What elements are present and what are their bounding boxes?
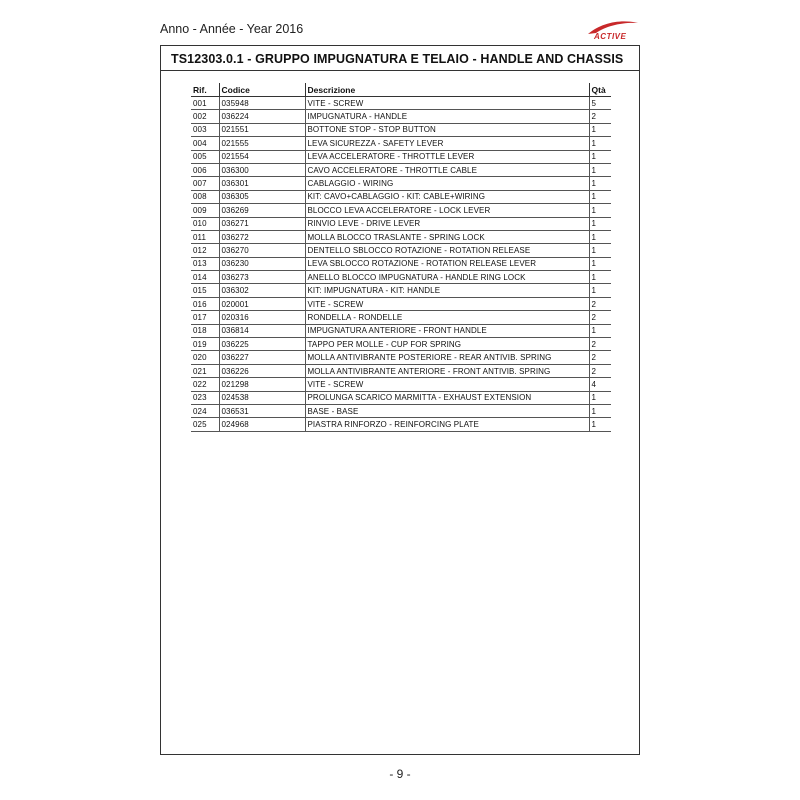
ref-cell: 020 <box>191 351 219 364</box>
code-cell: 036270 <box>219 244 305 257</box>
ref-cell: 023 <box>191 391 219 404</box>
qty-cell: 2 <box>589 297 611 310</box>
description-cell: VITE - SCREW <box>305 378 589 391</box>
table-row <box>191 177 611 190</box>
code-cell: 036271 <box>219 217 305 230</box>
table-row <box>191 217 611 230</box>
code-cell: 036531 <box>219 404 305 417</box>
ref-cell: 017 <box>191 311 219 324</box>
ref-cell: 022 <box>191 378 219 391</box>
code-cell: 036302 <box>219 284 305 297</box>
table-row <box>191 404 611 417</box>
ref-cell: 025 <box>191 418 219 431</box>
code-cell: 036230 <box>219 257 305 270</box>
qty-cell: 1 <box>589 204 611 217</box>
table-row <box>191 97 611 110</box>
code-cell: 036814 <box>219 324 305 337</box>
code-cell: 036273 <box>219 271 305 284</box>
ref-cell: 006 <box>191 163 219 176</box>
ref-cell: 007 <box>191 177 219 190</box>
description-cell: RINVIO LEVE - DRIVE LEVER <box>305 217 589 230</box>
table-row <box>191 230 611 243</box>
active-logo <box>574 20 640 42</box>
parts-table-body <box>191 97 611 432</box>
qty-cell: 2 <box>589 110 611 123</box>
description-cell: LEVA SBLOCCO ROTAZIONE - ROTATION RELEASE LEVER <box>305 257 589 270</box>
code-cell: 035948 <box>219 97 305 110</box>
qty-cell: 1 <box>589 244 611 257</box>
table-row <box>191 311 611 324</box>
logo-text: ACTIVE <box>594 32 627 41</box>
ref-cell: 011 <box>191 230 219 243</box>
ref-cell: 003 <box>191 123 219 136</box>
page-number: - 9 - <box>389 767 411 781</box>
code-cell: 024538 <box>219 391 305 404</box>
qty-cell: 2 <box>589 351 611 364</box>
description-cell: KIT: CAVO+CABLAGGIO - KIT: CABLE+WIRING <box>305 190 589 203</box>
qty-cell: 1 <box>589 230 611 243</box>
description-cell: VITE - SCREW <box>305 97 589 110</box>
description-cell: PROLUNGA SCARICO MARMITTA - EXHAUST EXTENSION <box>305 391 589 404</box>
code-cell: 024968 <box>219 418 305 431</box>
code-cell: 021551 <box>219 123 305 136</box>
table-row <box>191 110 611 123</box>
qty-cell: 1 <box>589 271 611 284</box>
description-cell: PIASTRA RINFORZO - REINFORCING PLATE <box>305 418 589 431</box>
code-cell: 036272 <box>219 230 305 243</box>
qty-cell: 1 <box>589 123 611 136</box>
column-header-description: Descrizione <box>305 83 589 97</box>
qty-cell: 1 <box>589 137 611 150</box>
ref-cell: 001 <box>191 97 219 110</box>
description-cell: MOLLA BLOCCO TRASLANTE - SPRING LOCK <box>305 230 589 243</box>
table-row <box>191 418 611 431</box>
qty-cell: 4 <box>589 378 611 391</box>
code-cell: 020316 <box>219 311 305 324</box>
qty-cell: 1 <box>589 391 611 404</box>
code-cell: 036224 <box>219 110 305 123</box>
qty-cell: 1 <box>589 404 611 417</box>
table-row <box>191 257 611 270</box>
column-header-code: Codice <box>219 83 305 97</box>
table-row <box>191 351 611 364</box>
ref-cell: 013 <box>191 257 219 270</box>
description-cell: LEVA SICUREZZA - SAFETY LEVER <box>305 137 589 150</box>
table-row <box>191 324 611 337</box>
code-cell: 036226 <box>219 364 305 377</box>
description-cell: LEVA ACCELERATORE - THROTTLE LEVER <box>305 150 589 163</box>
table-row <box>191 364 611 377</box>
table-row <box>191 137 611 150</box>
qty-cell: 1 <box>589 418 611 431</box>
table-row <box>191 204 611 217</box>
description-cell: VITE - SCREW <box>305 297 589 310</box>
title-bar <box>161 46 639 71</box>
ref-cell: 002 <box>191 110 219 123</box>
code-cell: 021554 <box>219 150 305 163</box>
description-cell: IMPUGNATURA ANTERIORE - FRONT HANDLE <box>305 324 589 337</box>
ref-cell: 016 <box>191 297 219 310</box>
description-cell: RONDELLA - RONDELLE <box>305 311 589 324</box>
qty-cell: 1 <box>589 284 611 297</box>
table-row <box>191 271 611 284</box>
qty-cell: 2 <box>589 338 611 351</box>
table-row <box>191 190 611 203</box>
header-year: Anno - Année - Year 2016 <box>160 22 304 36</box>
table-row <box>191 150 611 163</box>
code-cell: 036305 <box>219 190 305 203</box>
qty-cell: 5 <box>589 97 611 110</box>
qty-cell: 1 <box>589 150 611 163</box>
description-cell: MOLLA ANTIVIBRANTE POSTERIORE - REAR ANTIVIB. SPRING <box>305 351 589 364</box>
table-row <box>191 338 611 351</box>
description-cell: ANELLO BLOCCO IMPUGNATURA - HANDLE RING LOCK <box>305 271 589 284</box>
ref-cell: 012 <box>191 244 219 257</box>
description-cell: BOTTONE STOP - STOP BUTTON <box>305 123 589 136</box>
description-cell: BASE - BASE <box>305 404 589 417</box>
ref-cell: 009 <box>191 204 219 217</box>
description-cell: MOLLA ANTIVIBRANTE ANTERIORE - FRONT ANTIVIB. SPRING <box>305 364 589 377</box>
qty-cell: 1 <box>589 217 611 230</box>
code-cell: 036269 <box>219 204 305 217</box>
table-row <box>191 391 611 404</box>
code-cell: 036225 <box>219 338 305 351</box>
description-cell: TAPPO PER MOLLE - CUP FOR SPRING <box>305 338 589 351</box>
qty-cell: 1 <box>589 163 611 176</box>
qty-cell: 1 <box>589 257 611 270</box>
description-cell: BLOCCO LEVA ACCELERATORE - LOCK LEVER <box>305 204 589 217</box>
description-cell: IMPUGNATURA - HANDLE <box>305 110 589 123</box>
qty-cell: 1 <box>589 324 611 337</box>
code-cell: 021555 <box>219 137 305 150</box>
ref-cell: 014 <box>191 271 219 284</box>
code-cell: 036300 <box>219 163 305 176</box>
ref-cell: 010 <box>191 217 219 230</box>
column-header-ref: Rif. <box>191 83 219 97</box>
column-header-qty: Qtà <box>589 83 611 97</box>
code-cell: 021298 <box>219 378 305 391</box>
ref-cell: 019 <box>191 338 219 351</box>
table-row <box>191 163 611 176</box>
ref-cell: 008 <box>191 190 219 203</box>
table-row <box>191 284 611 297</box>
table-row <box>191 123 611 136</box>
ref-cell: 015 <box>191 284 219 297</box>
description-cell: KIT: IMPUGNATURA - KIT: HANDLE <box>305 284 589 297</box>
table-row <box>191 297 611 310</box>
parts-table <box>191 83 611 432</box>
page-title: TS12303.0.1 - GRUPPO IMPUGNATURA E TELAIO - HANDLE AND CHASSIS <box>171 52 624 66</box>
code-cell: 036301 <box>219 177 305 190</box>
ref-cell: 018 <box>191 324 219 337</box>
ref-cell: 024 <box>191 404 219 417</box>
table-row <box>191 244 611 257</box>
document-frame <box>160 45 640 755</box>
description-cell: CAVO ACCELERATORE - THROTTLE CABLE <box>305 163 589 176</box>
description-cell: CABLAGGIO - WIRING <box>305 177 589 190</box>
ref-cell: 021 <box>191 364 219 377</box>
ref-cell: 005 <box>191 150 219 163</box>
ref-cell: 004 <box>191 137 219 150</box>
qty-cell: 2 <box>589 311 611 324</box>
description-cell: DENTELLO SBLOCCO ROTAZIONE - ROTATION RELEASE <box>305 244 589 257</box>
code-cell: 036227 <box>219 351 305 364</box>
code-cell: 020001 <box>219 297 305 310</box>
qty-cell: 1 <box>589 177 611 190</box>
table-header-row <box>191 83 611 97</box>
table-row <box>191 378 611 391</box>
qty-cell: 2 <box>589 364 611 377</box>
qty-cell: 1 <box>589 190 611 203</box>
